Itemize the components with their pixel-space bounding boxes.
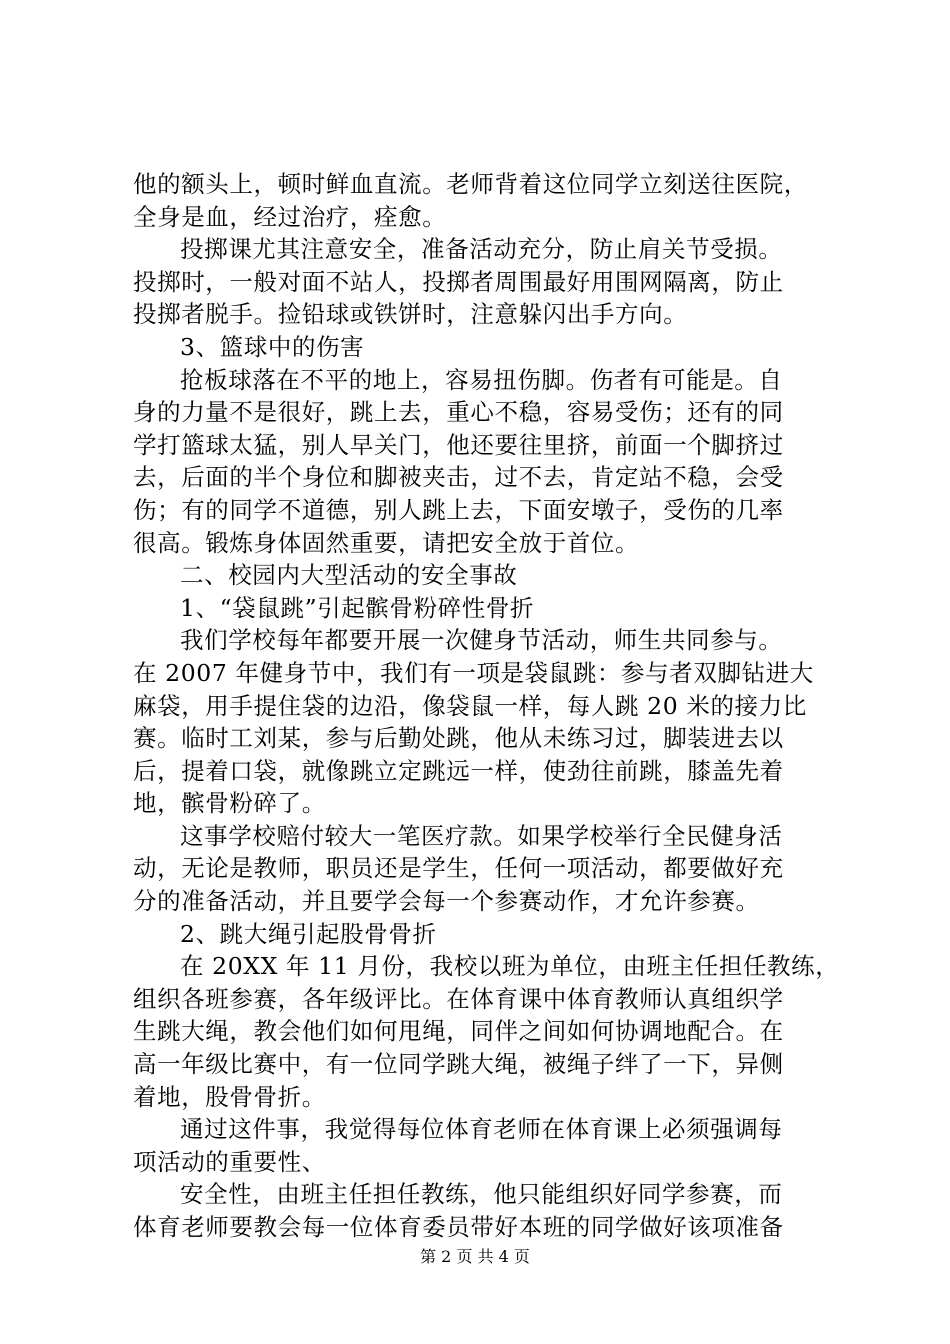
text-line: 高一年级比赛中，有一位同学跳大绳，被绳子绊了一下，异侧 bbox=[133, 1050, 784, 1079]
text-line: 很高。锻炼身体固然重要，请把安全放于首位。 bbox=[133, 528, 640, 557]
text-line: 体育老师要教会每一位体育委员带好本班的同学做好该项准备 bbox=[133, 1213, 784, 1241]
text-line: 麻袋，用手提住袋的边沿，像袋鼠一样，每人跳 20 米的接力比 bbox=[133, 691, 807, 720]
text-line: 项活动的重要性、 bbox=[133, 1147, 326, 1176]
text-line: 投掷时，一般对面不站人，投掷者周围最好用围网隔离，防止 bbox=[133, 267, 784, 296]
paragraph-start-line: 安全性，由班主任担任教练，他只能组织好同学参赛，而 bbox=[180, 1180, 783, 1209]
paragraph-start-line: 我们学校每年都要开展一次健身节活动，师生共同参与。 bbox=[180, 626, 783, 655]
section-heading: 1、“袋鼠跳”引起髌骨粉碎性骨折 bbox=[180, 593, 535, 622]
document-body bbox=[133, 168, 840, 1244]
text-line: 生跳大绳，教会他们如何甩绳，同伴之间如何协调地配合。在 bbox=[133, 1017, 784, 1046]
text-line: 后，提着口袋，就像跳立定跳远一样，使劲往前跳，膝盖先着 bbox=[133, 756, 784, 785]
page-number-footer: 第 2 页 共 4 页 bbox=[420, 1247, 530, 1266]
section-heading: 2、跳大绳引起股骨骨折 bbox=[180, 919, 437, 948]
paragraph-start-line: 在 20XX 年 11 月份，我校以班为单位，由班主任担任教练， bbox=[180, 952, 840, 981]
text-line: 他的额头上，顿时鲜血直流。老师背着这位同学立刻送往医院， bbox=[133, 170, 808, 198]
text-line: 组织各班参赛，各年级评比。在体育课中体育教师认真组织学 bbox=[133, 984, 784, 1013]
paragraph-start-line: 抢板球落在不平的地上，容易扭伤脚。伤者有可能是。自 bbox=[180, 365, 783, 394]
text-line: 赛。临时工刘某，参与后勤处跳，他从未练习过，脚装进去以 bbox=[133, 724, 784, 753]
paragraph-start-line: 这事学校赔付较大一笔医疗款。如果学校举行全民健身活 bbox=[180, 821, 783, 850]
text-line: 去，后面的半个身位和脚被夹击，过不去，肯定站不稳，会受 bbox=[133, 463, 784, 492]
paragraph-start-line: 通过这件事，我觉得每位体育老师在体育课上必须强调每 bbox=[180, 1115, 783, 1144]
text-line: 投掷者脱手。捡铅球或铁饼时，注意躲闪出手方向。 bbox=[133, 300, 688, 329]
text-line: 分的准备活动，并且要学会每一个参赛动作，才允许参赛。 bbox=[133, 887, 760, 916]
paragraph-start-line: 投掷课尤其注意安全，准备活动充分，防止肩关节受损。 bbox=[180, 235, 783, 264]
text-line: 在 2007 年健身节中，我们有一项是袋鼠跳：参与者双脚钻进大 bbox=[133, 658, 814, 687]
text-line: 着地，股骨骨折。 bbox=[133, 1082, 326, 1111]
text-line: 学打篮球太猛，别人早关门，他还要往里挤，前面一个脚挤过 bbox=[133, 430, 784, 459]
text-line: 身的力量不是很好，跳上去，重心不稳，容易受伤；还有的同 bbox=[133, 398, 784, 427]
section-heading: 二、校园内大型活动的安全事故 bbox=[180, 561, 518, 590]
text-line: 地，髌骨粉碎了。 bbox=[133, 789, 326, 818]
text-line: 全身是血，经过治疗，痊愈。 bbox=[133, 202, 447, 231]
text-line: 动，无论是教师，职员还是学生，任何一项活动，都要做好充 bbox=[133, 854, 784, 883]
text-line: 伤；有的同学不道德，别人跳上去，下面安墩子，受伤的几率 bbox=[133, 495, 784, 524]
section-heading: 3、篮球中的伤害 bbox=[180, 332, 365, 361]
